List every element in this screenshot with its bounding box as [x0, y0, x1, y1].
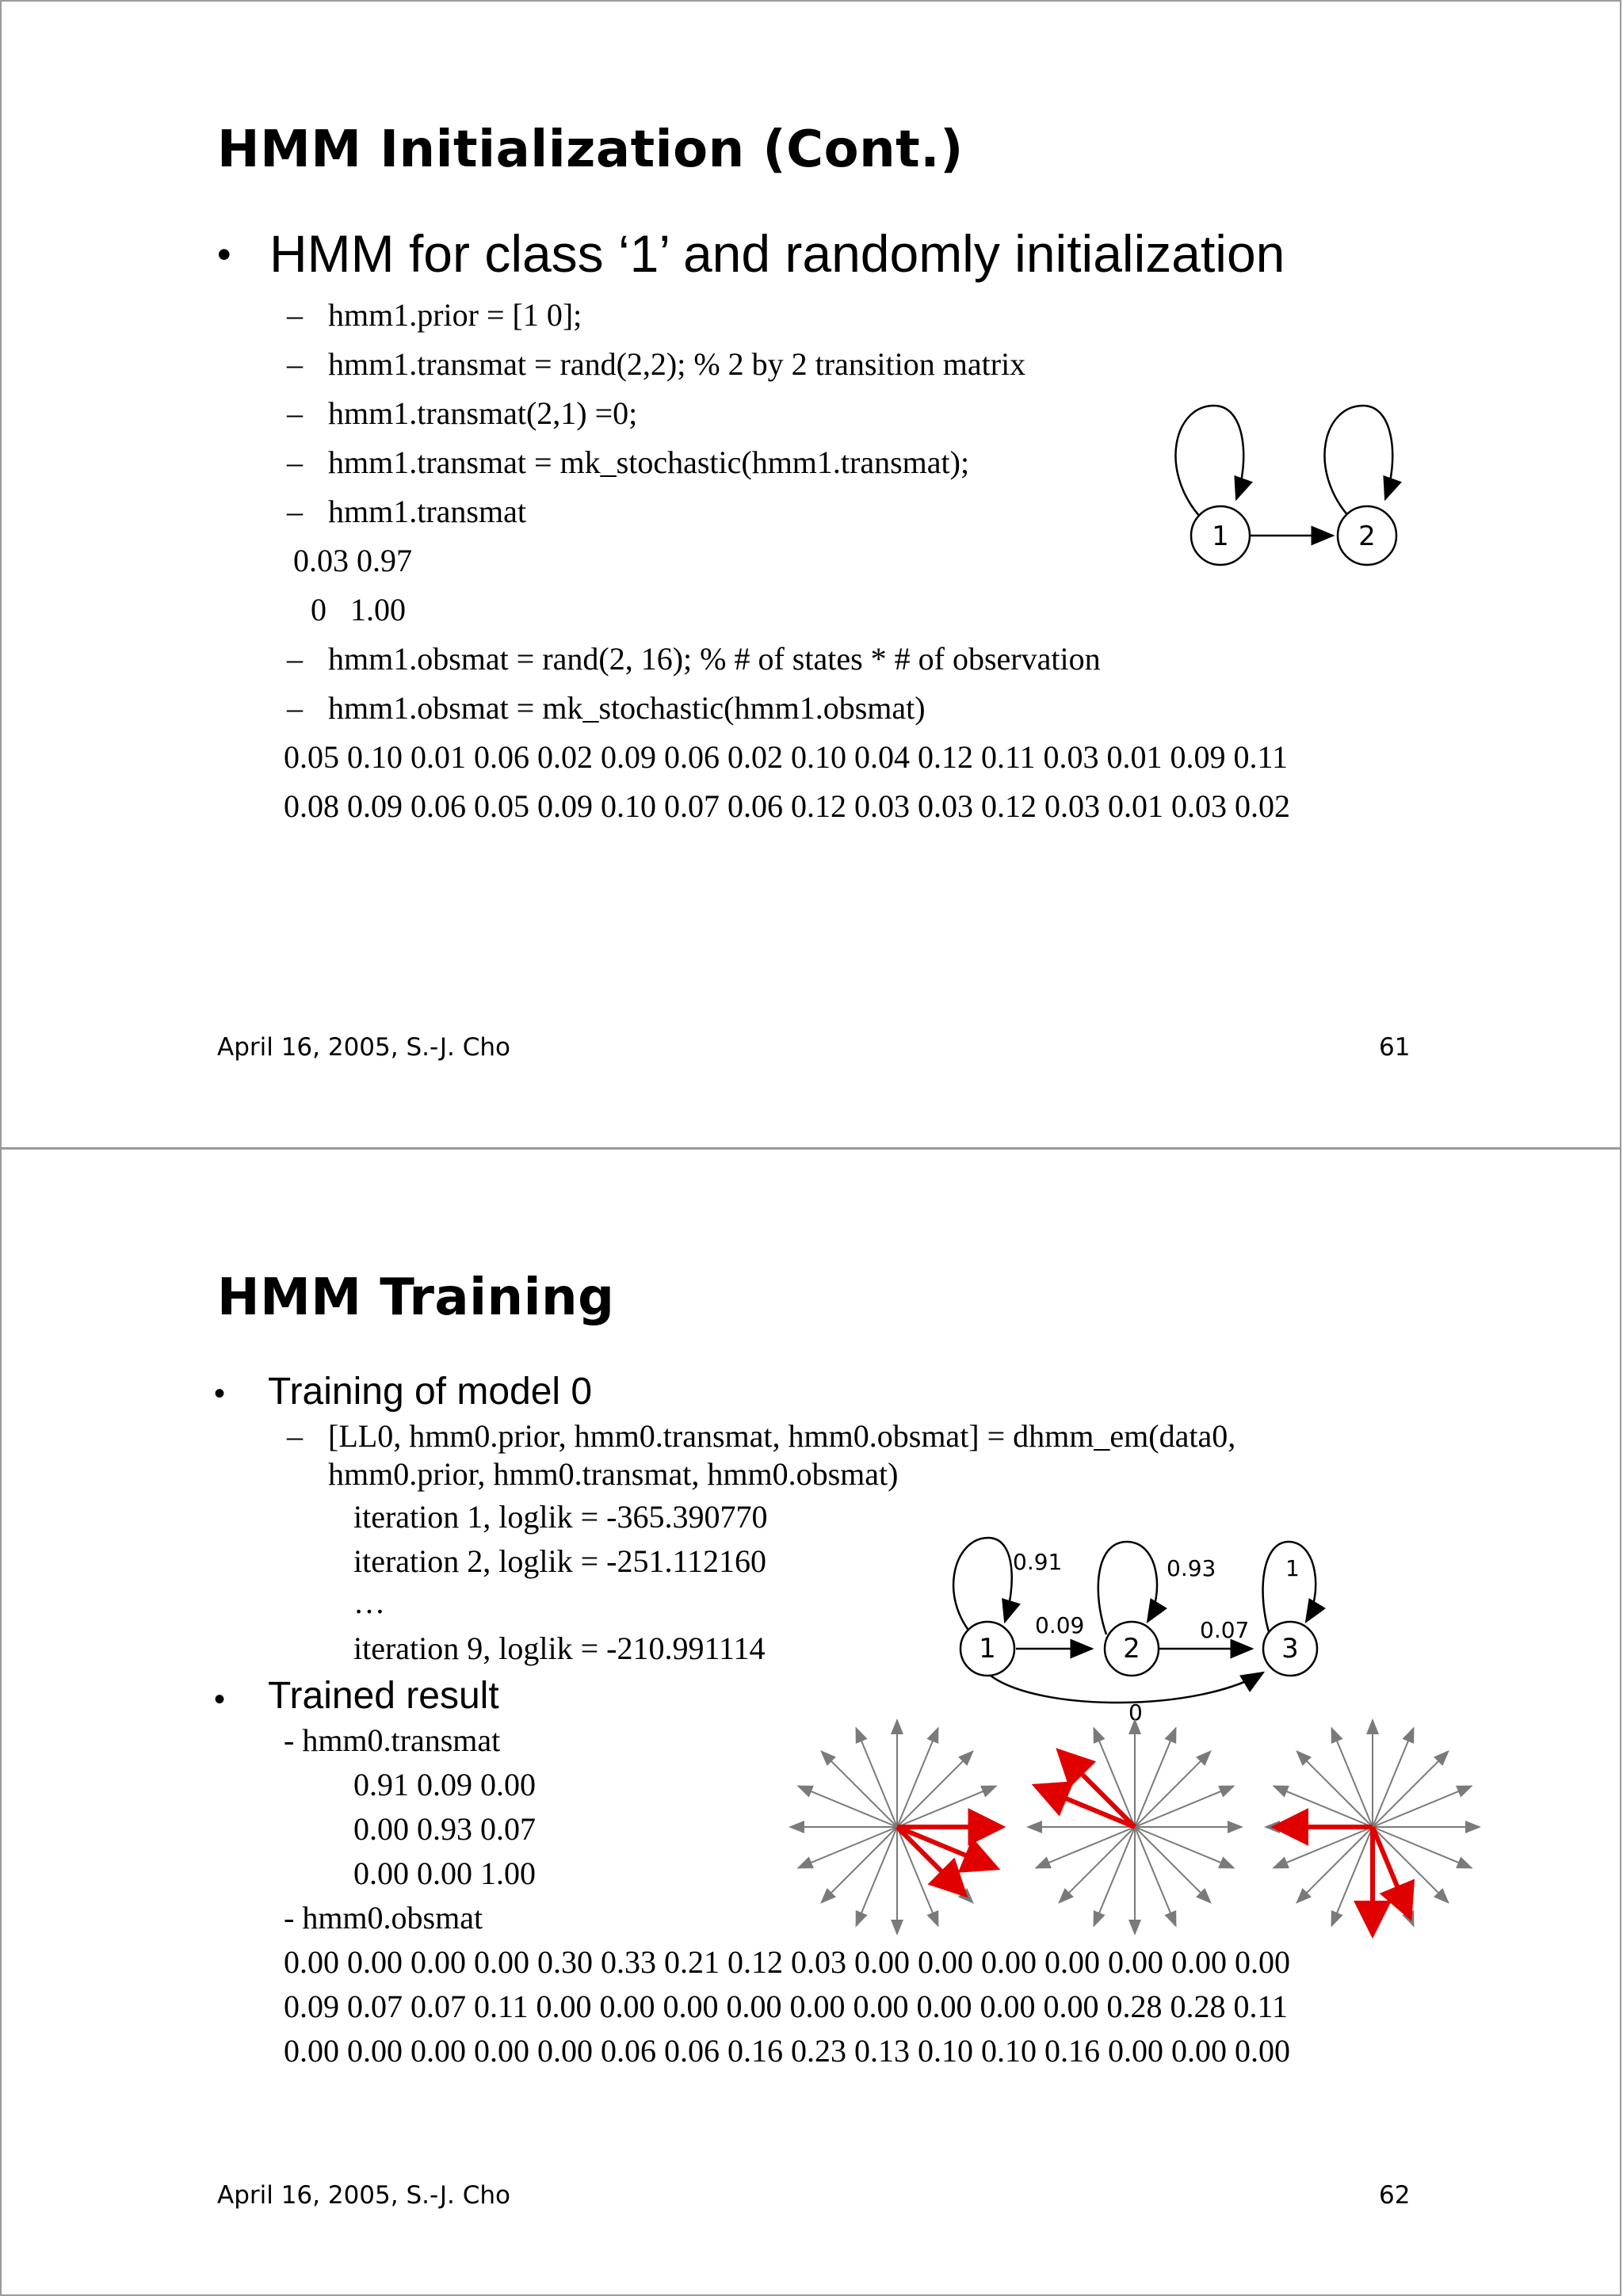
obsmat-row: 0.09 0.07 0.07 0.11 0.00 0.00 0.00 0.00 0.00 0.00 0.00 0.00 0.00 0.28 0.28 0.11	[284, 1989, 1289, 2024]
transmat-row: 0.91 0.09 0.00	[353, 1767, 536, 1802]
code-line: – hmm1.transmat = rand(2,2); % 2 by 2 transition matrix	[287, 346, 1026, 382]
code-line: – hmm1.obsmat = rand(2, 16); % # of states * # of observation	[287, 641, 1101, 677]
transmat-row: 0 1.00	[311, 592, 406, 627]
code-line: – hmm1.prior = [1 0];	[287, 297, 582, 333]
direction-arrow	[822, 1752, 897, 1827]
bullet-marker: •	[214, 1376, 226, 1411]
code-line: – hmm1.obsmat = mk_stochastic(hmm1.obsmat)	[287, 690, 926, 726]
self-loop-1-label: 0.91	[1013, 1549, 1063, 1575]
transmat-row: 0.03 0.97	[293, 543, 412, 578]
footer-author: April 16, 2005, S.-J. Cho	[217, 2181, 511, 2210]
rosette-state-1	[790, 1720, 1004, 1934]
obsmat-row: 0.08 0.09 0.06 0.05 0.09 0.10 0.07 0.06 0.12 0.03 0.03 0.12 0.03 0.01 0.03 0.02	[284, 788, 1290, 824]
transmat-label: - hmm0.transmat	[284, 1722, 501, 1758]
self-loop-2	[1324, 406, 1392, 517]
obsmat-label: - hmm0.obsmat	[284, 1900, 483, 1936]
direction-arrow	[1373, 1752, 1448, 1827]
dominant-direction-arrow	[1060, 1752, 1135, 1827]
code-line: – hmm1.transmat = mk_stochastic(hmm1.transmat);	[287, 444, 970, 480]
slide-title: HMM Training	[217, 1268, 615, 1327]
state-diagram	[937, 1506, 1349, 1726]
rosette-state-3	[1266, 1720, 1480, 1934]
footer-author: April 16, 2005, S.-J. Cho	[217, 1033, 511, 1062]
code-line: – hmm1.transmat(2,1) =0;	[287, 395, 638, 431]
page-number: 62	[1379, 2181, 1411, 2210]
rosette-state-2	[1028, 1720, 1242, 1934]
bullet-text: HMM for class ‘1’ and randomly initialization	[269, 224, 1285, 283]
direction-arrow	[1060, 1827, 1135, 1902]
obsmat-row: 0.00 0.00 0.00 0.00 0.00 0.06 0.06 0.16 0.23 0.13 0.10 0.10 0.16 0.00 0.00 0.00	[284, 2033, 1290, 2069]
svg-text:3: 3	[1281, 1633, 1299, 1665]
state-node-2	[1105, 1622, 1159, 1676]
direction-arrow	[1297, 1827, 1373, 1902]
transition-1-3	[991, 1672, 1263, 1703]
direction-arrow	[1297, 1752, 1373, 1827]
transmat-row: 0.00 0.00 1.00	[353, 1855, 536, 1891]
iteration-line: iteration 1, loglik = -365.390770	[353, 1499, 768, 1535]
svg-text:2: 2	[1123, 1633, 1140, 1665]
transition-1-2-label: 0.09	[1035, 1612, 1085, 1638]
svg-text:1: 1	[979, 1633, 996, 1665]
command-line: hmm0.prior, hmm0.transmat, hmm0.obsmat)	[328, 1456, 899, 1492]
bullet-text: Training of model 0	[268, 1371, 593, 1413]
command-line: – [LL0, hmm0.prior, hmm0.transmat, hmm0.obsmat] = dhmm_em(data0,	[287, 1418, 1236, 1454]
direction-arrow	[1135, 1827, 1210, 1902]
transmat-row: 0.00 0.93 0.07	[353, 1811, 536, 1847]
iteration-line: …	[353, 1585, 385, 1620]
self-loop-2-label: 0.93	[1167, 1555, 1216, 1581]
direction-arrow	[897, 1752, 972, 1827]
state-node-2	[1338, 506, 1396, 565]
observation-rosettes	[778, 1704, 1491, 1950]
slide-title: HMM Initialization (Cont.)	[217, 120, 964, 179]
code-line: – hmm1.transmat	[287, 494, 526, 529]
obsmat-row: 0.00 0.00 0.00 0.00 0.30 0.33 0.21 0.12 0.03 0.00 0.00 0.00 0.00 0.00 0.00 0.00	[284, 1944, 1290, 1980]
state-node-1	[1191, 506, 1250, 565]
state-node-1	[960, 1622, 1014, 1676]
bullet-marker: •	[217, 232, 231, 277]
obsmat-row: 0.05 0.10 0.01 0.06 0.02 0.09 0.06 0.02 0.10 0.04 0.12 0.11 0.03 0.01 0.09 0.11	[284, 739, 1289, 775]
slide-61	[0, 0, 1621, 1149]
state-node-3	[1263, 1622, 1317, 1676]
direction-arrow	[1373, 1827, 1448, 1902]
slide-62	[0, 1148, 1621, 2296]
self-loop-2	[1098, 1542, 1157, 1634]
self-loop-3-label: 1	[1285, 1555, 1300, 1581]
bullet-text: Trained result	[268, 1675, 499, 1717]
bullet-marker: •	[214, 1682, 226, 1717]
transition-1-3-label: 0	[1128, 1699, 1143, 1726]
svg-text:1: 1	[1212, 521, 1229, 552]
direction-arrow	[822, 1827, 897, 1902]
iteration-line: iteration 2, loglik = -251.112160	[353, 1543, 767, 1579]
self-loop-1	[1175, 406, 1243, 517]
transition-2-3-label: 0.07	[1200, 1617, 1250, 1643]
page-number: 61	[1379, 1033, 1411, 1062]
iteration-line: iteration 9, loglik = -210.991114	[353, 1630, 766, 1666]
direction-arrow	[1135, 1752, 1210, 1827]
svg-text:2: 2	[1358, 521, 1376, 552]
dominant-direction-arrow	[897, 1827, 964, 1894]
state-diagram	[1143, 398, 1396, 588]
